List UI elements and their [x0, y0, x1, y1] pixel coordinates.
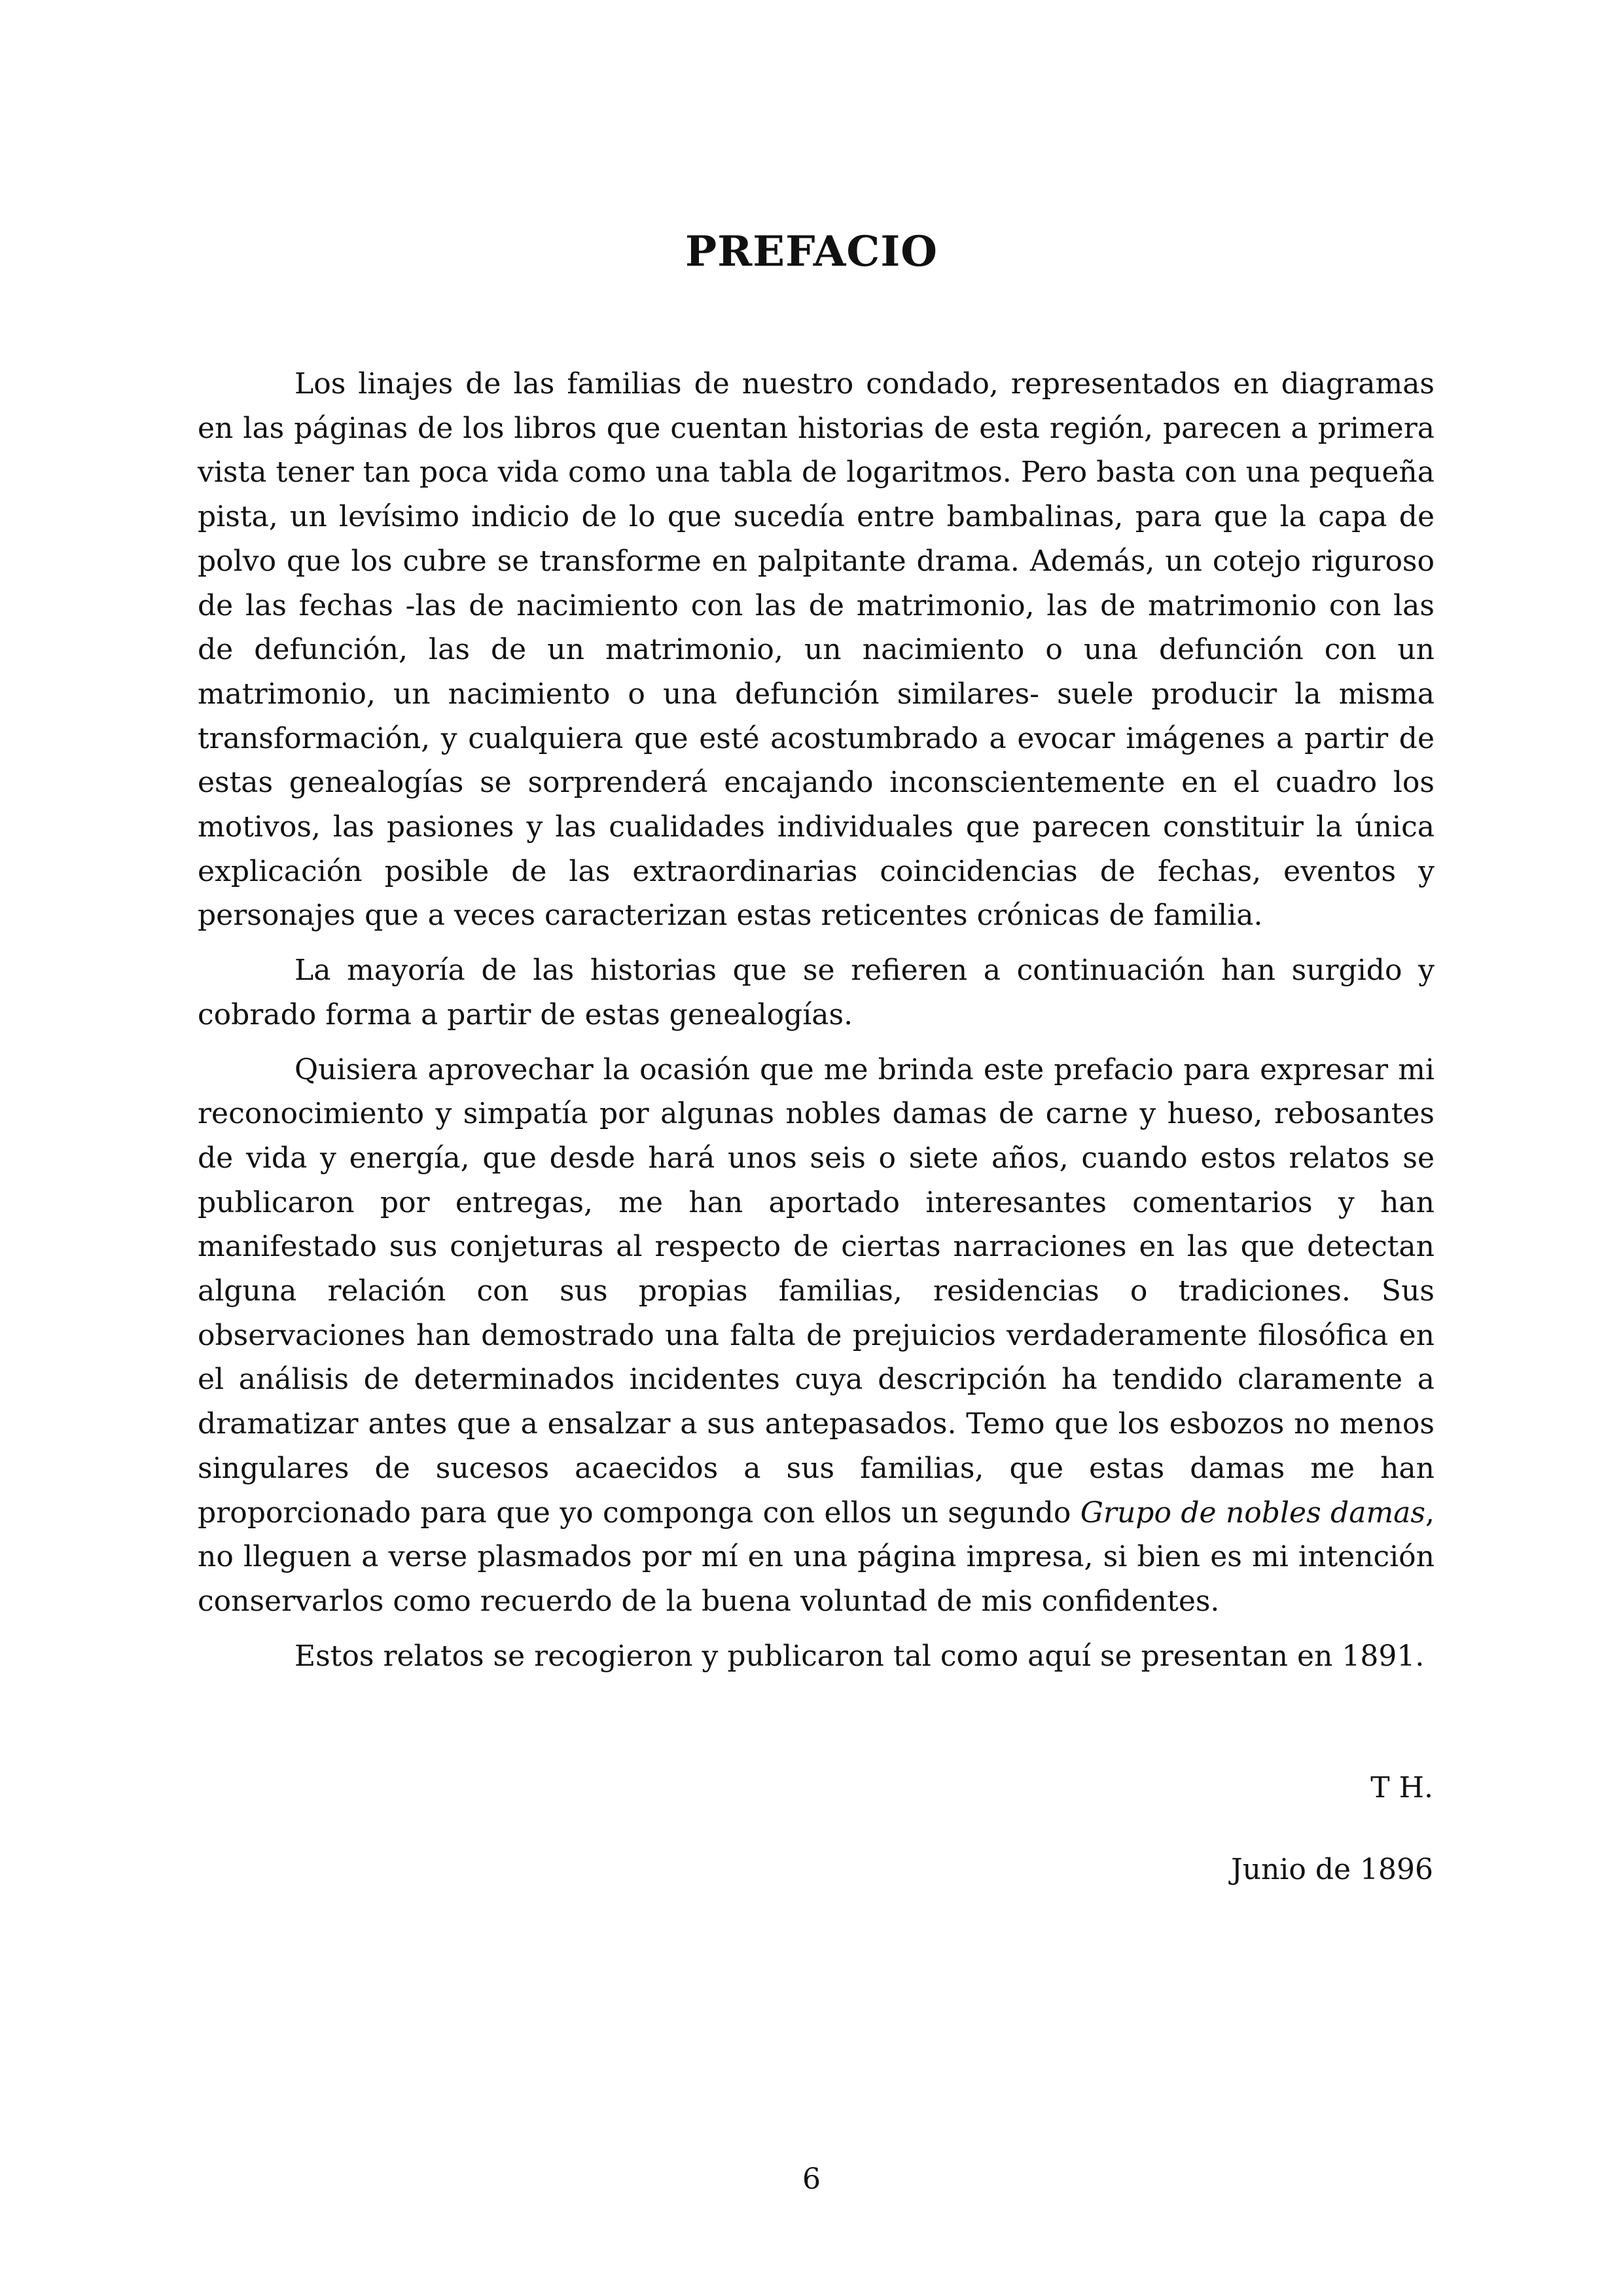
paragraph-3-text-before: Quisiera aprovechar la ocasión que me brinda este prefacio para expresar mi reconocimiento y simpatía por algunas nobles damas de carne y hueso, rebosantes de vida y energía, que desde hará unos seis o siete años, cuando estos relatos se publicaron por entregas, me han aportado interesantes comentarios y han manifestado sus conjeturas al respecto de ciertas narraciones en las que detectan alguna relación con sus propias familias, residencias o tradiciones. Sus observaciones han demostrado una falta de prejuicios verdaderamente filosófica en el análisis de determinados incidentes cuya descripción ha tendido claramente a dramatizar antes que a ensalzar a sus antepasados. Temo que los esbozos no menos singulares de sucesos acaecidos a sus familias, que estas damas me han proporcionado para que yo componga con ellos un segundo — [198, 1052, 1435, 1530]
paragraph-4: Estos relatos se recogieron y publicaron tal como aquí se presentan en 1891. — [294, 1639, 1425, 1673]
preface-body — [198, 362, 1435, 1689]
book-title-italic: Grupo de nobles damas — [1080, 1496, 1425, 1530]
signature-initials: T H. — [1370, 1771, 1433, 1804]
paragraph-2: La mayoría de las historias que se refieren a continuación han surgido y cobrado forma a partir de estas genealogías. — [198, 954, 1435, 1031]
paragraph-3 — [198, 1048, 1435, 1624]
paragraph-1: Los linajes de las familias de nuestro condado, representados en diagramas en las páginas de los libros que cuentan historias de esta región, parecen a primera vista tener tan poca vida como una tabla de logaritmos. Pero basta con una pequeña pista, un levísimo indicio de lo que sucedía entre bambalinas, para que la capa de polvo que los cubre se transforme en palpitante drama. Además, un cotejo riguroso de las fechas -las de nacimiento con las de matrimonio, las de matrimonio con las de defunción, las de un matrimonio, un nacimiento o una defunción con un matrimonio, un nacimiento o una defunción similares- suele producir la misma transformación, y cualquiera que esté acostumbrado a evocar imágenes a partir de estas genealogías se sorprenderá encajando inconscientemente en el cuadro los motivos, las pasiones y las cualidades individuales que parecen constituir la única explicación posible de las extraordinarias coincidencias de fechas, eventos y personajes que a veces caracterizan estas reticentes crónicas de familia. — [198, 367, 1435, 933]
page-number: 6 — [802, 2162, 821, 2196]
page-title: PREFACIO — [685, 227, 938, 276]
signature-date: Junio de 1896 — [1230, 1853, 1433, 1886]
paragraph-3-text-after: , no lleguen a verse plasmados por mí en una página impresa, si bien es mi intención conservarlos como recuerdo de la buena voluntad de mis confidentes. — [198, 1496, 1435, 1618]
